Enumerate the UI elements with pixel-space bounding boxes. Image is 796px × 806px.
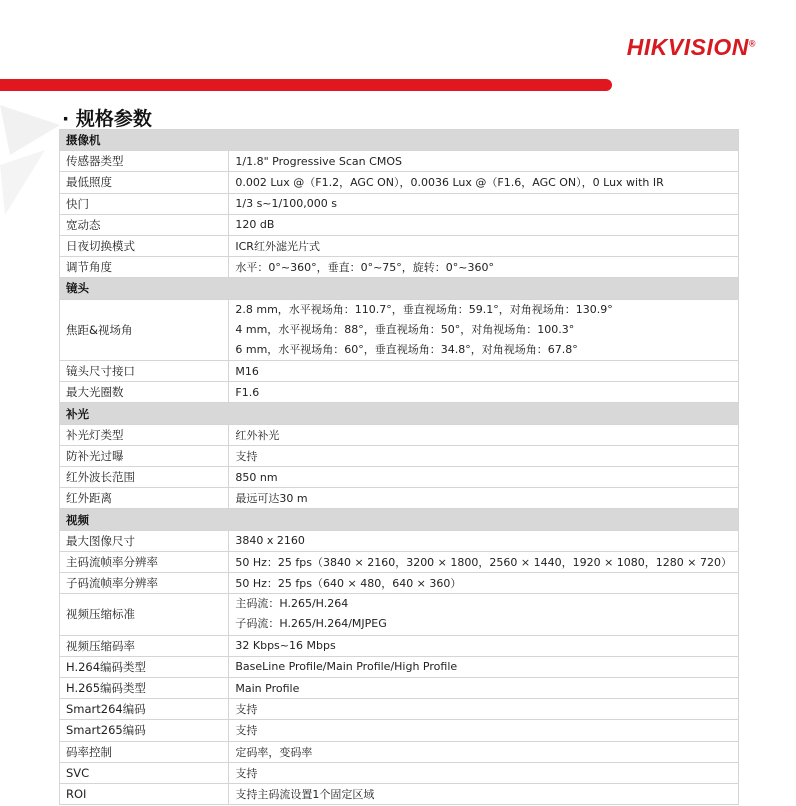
registered-mark: ®	[748, 38, 756, 49]
category-label: 视频	[60, 509, 739, 530]
spec-value: 32 Kbps~16 Mbps	[229, 635, 739, 656]
category-label: 摄像机	[60, 130, 739, 151]
spec-row	[60, 467, 739, 488]
spec-value-line: 子码流：H.265/H.264/MJPEG	[235, 617, 387, 631]
spec-row	[60, 530, 739, 551]
spec-row	[60, 299, 739, 361]
spec-row	[60, 594, 739, 635]
category-row	[60, 403, 739, 424]
category-label: 补光	[60, 403, 739, 424]
spec-key: 红外距离	[60, 488, 229, 509]
spec-key: 补光灯类型	[60, 424, 229, 445]
spec-value: 1/3 s~1/100,000 s	[229, 193, 739, 214]
hikvision-logo	[627, 34, 756, 61]
spec-row	[60, 677, 739, 698]
spec-value: F1.6	[229, 382, 739, 403]
page-title-text: 规格参数	[75, 108, 152, 130]
spec-value: 水平：0°~360°，垂直：0°~75°，旋转：0°~360°	[229, 257, 739, 278]
spec-key: 镜头尺寸接口	[60, 361, 229, 382]
spec-row	[60, 720, 739, 741]
spec-value: 红外补光	[229, 424, 739, 445]
spec-value: 50 Hz：25 fps（3840 × 2160，3200 × 1800，2560 × 1440，1920 × 1080，1280 × 720）	[229, 551, 739, 572]
spec-key: H.264编码类型	[60, 656, 229, 677]
spec-value: 3840 x 2160	[229, 530, 739, 551]
spec-key: H.265编码类型	[60, 677, 229, 698]
spec-row	[60, 257, 739, 278]
spec-row	[60, 151, 739, 172]
header-red-bar	[0, 79, 612, 91]
spec-row	[60, 783, 739, 804]
spec-row	[60, 572, 739, 593]
spec-value: 支持	[229, 762, 739, 783]
spec-key: 子码流帧率分辨率	[60, 572, 229, 593]
spec-value: 50 Hz：25 fps（640 × 480，640 × 360）	[229, 572, 739, 593]
spec-row	[60, 361, 739, 382]
category-label: 镜头	[60, 278, 739, 299]
spec-row	[60, 445, 739, 466]
page-title: · 规格参数	[62, 108, 152, 130]
spec-row	[60, 762, 739, 783]
spec-table	[59, 129, 739, 805]
spec-key: ROI	[60, 783, 229, 804]
spec-value-line: 2.8 mm，水平视场角：110.7°，垂直视场角：59.1°，对角视场角：130.9°	[235, 302, 613, 316]
spec-row	[60, 741, 739, 762]
spec-value: 定码率，变码率	[229, 741, 739, 762]
spec-row	[60, 172, 739, 193]
spec-key: 防补光过曝	[60, 445, 229, 466]
spec-value: 最远可达30 m	[229, 488, 739, 509]
spec-row	[60, 699, 739, 720]
spec-key: 焦距&视场角	[60, 299, 229, 361]
spec-value: ICR红外滤光片式	[229, 235, 739, 256]
spec-key: 红外波长范围	[60, 467, 229, 488]
spec-key: Smart264编码	[60, 699, 229, 720]
spec-value: Main Profile	[229, 677, 739, 698]
spec-row	[60, 382, 739, 403]
spec-value	[229, 594, 739, 635]
spec-value: M16	[229, 361, 739, 382]
spec-value: 支持	[229, 699, 739, 720]
spec-key: 码率控制	[60, 741, 229, 762]
spec-value-line: 4 mm，水平视场角：88°，垂直视场角：50°，对角视场角：100.3°	[235, 322, 575, 336]
spec-key: 调节角度	[60, 257, 229, 278]
spec-key: 最大图像尺寸	[60, 530, 229, 551]
spec-value-line: 主码流：H.265/H.264	[235, 597, 349, 611]
spec-row	[60, 551, 739, 572]
spec-value: 支持	[229, 445, 739, 466]
spec-value: 850 nm	[229, 467, 739, 488]
spec-key: Smart265编码	[60, 720, 229, 741]
spec-value: 120 dB	[229, 214, 739, 235]
spec-key: 视频压缩标准	[60, 594, 229, 635]
spec-key: 日夜切换模式	[60, 235, 229, 256]
spec-value: BaseLine Profile/Main Profile/High Profile	[229, 656, 739, 677]
logo-text: HIKVISION	[626, 34, 749, 60]
spec-key: SVC	[60, 762, 229, 783]
spec-value-line: 6 mm，水平视场角：60°，垂直视场角：34.8°，对角视场角：67.8°	[235, 342, 578, 356]
category-row	[60, 509, 739, 530]
spec-value: 0.002 Lux @（F1.2，AGC ON），0.0036 Lux @（F1.6，AGC ON），0 Lux with IR	[229, 172, 739, 193]
spec-row	[60, 193, 739, 214]
spec-key: 最大光圈数	[60, 382, 229, 403]
spec-row	[60, 656, 739, 677]
category-row	[60, 278, 739, 299]
spec-row	[60, 488, 739, 509]
spec-row	[60, 235, 739, 256]
spec-key: 传感器类型	[60, 151, 229, 172]
spec-row	[60, 424, 739, 445]
spec-key: 快门	[60, 193, 229, 214]
spec-value: 支持主码流设置1个固定区域	[229, 783, 739, 804]
spec-key: 最低照度	[60, 172, 229, 193]
spec-value: 1/1.8" Progressive Scan CMOS	[229, 151, 739, 172]
spec-value: 支持	[229, 720, 739, 741]
spec-row	[60, 214, 739, 235]
spec-key: 宽动态	[60, 214, 229, 235]
spec-key: 主码流帧率分辨率	[60, 551, 229, 572]
spec-value	[229, 299, 739, 361]
category-row	[60, 130, 739, 151]
spec-row	[60, 635, 739, 656]
spec-key: 视频压缩码率	[60, 635, 229, 656]
